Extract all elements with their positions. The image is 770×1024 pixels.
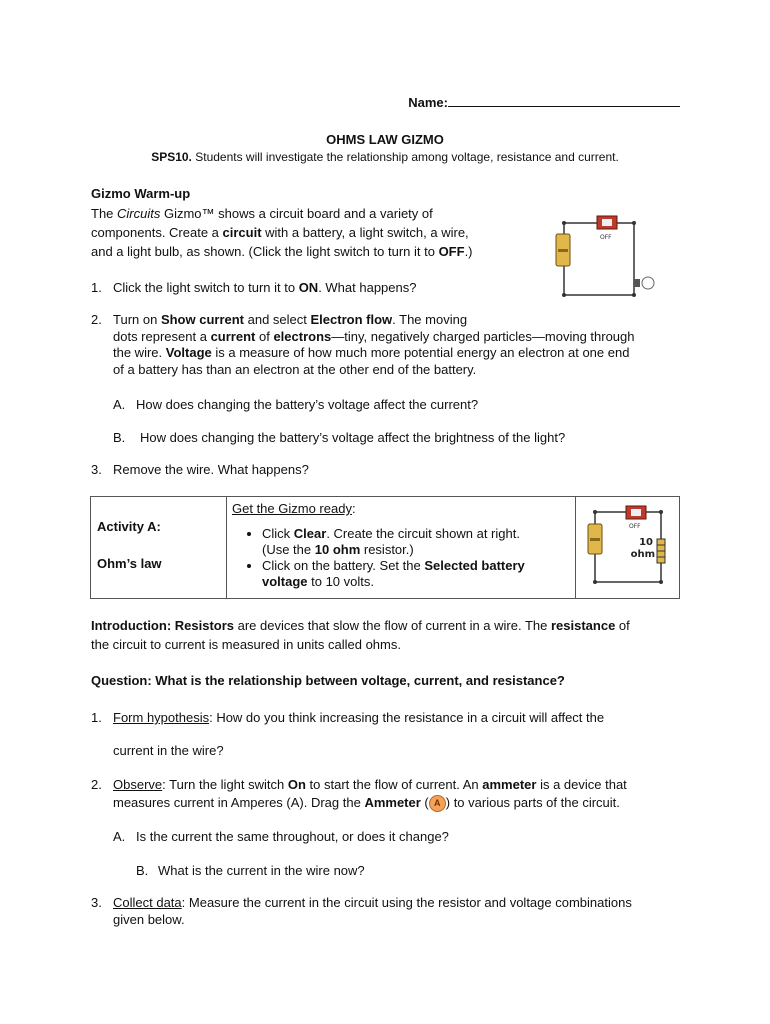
wire-loop [564,223,634,295]
t: components. Create a [91,225,223,240]
t-bold: Voltage [165,345,212,360]
t: Click the light switch to turn it to [113,280,299,295]
t-bold: ON [298,280,319,295]
t: measures current in Amperes (A). Drag the [113,795,365,810]
node [562,293,566,297]
battery-band [590,538,600,541]
t: is a measure of how much more potential energy an electron at one end [211,345,630,360]
t-underline: Get the Gizmo ready [232,501,352,516]
t: —tiny, negatively charged particles—moving through [331,328,635,344]
step-2b [136,862,365,879]
t-bold: Selected battery [424,558,525,573]
resistor-value-label: 10 [639,537,653,548]
step3-line-1 [91,894,711,911]
node [632,221,636,225]
t: : How do you think increasing the resistance in a circuit will affect the [209,710,605,725]
node [593,580,597,584]
q2-line-3 [91,345,691,362]
intro-line-2 [91,223,511,242]
t: of a battery has than an electron at the other end of the battery. [113,361,477,377]
q-num: B. [113,430,126,445]
t: ( [420,795,429,810]
node [659,510,663,514]
ready-heading [232,501,571,517]
t: Turn on [113,312,161,327]
q-num: 3. [91,895,102,910]
warmup-q3 [91,461,309,478]
t: with a battery, a light switch, a wire, [261,225,469,240]
ready-list [232,526,571,590]
name-blank-line [448,94,680,107]
standard-line [0,150,770,164]
page-title: OHMS LAW GIZMO [326,132,444,147]
list-item [262,558,571,590]
warmup-q1 [91,279,416,296]
t-bold: electrons [273,328,332,344]
t: Is the current the same throughout, or does it change? [136,829,449,844]
t-underline: Form hypothesis [113,710,210,725]
battery-band [558,249,568,252]
q-num: 1. [91,710,102,725]
t: Click on the battery. Set the [262,558,425,573]
node [593,510,597,514]
warmup-q2 [91,312,691,378]
step2-line-2 [91,794,711,812]
t-bold: circuit [222,225,262,240]
activity-sublabel: Ohm’s law [97,556,162,571]
switch-state-label: OFF [629,523,641,530]
step3-line-2 [91,911,711,928]
t: given below. [113,912,185,927]
step1-line-2 [91,742,711,759]
t-bold: OFF [438,244,465,259]
t-underline: Collect data [113,895,182,910]
t: of [615,618,630,633]
warmup-q2a [113,396,478,413]
t-underline: Observe [113,777,163,792]
switch-lever [631,509,641,516]
t: to start the flow of current. An [305,777,483,792]
t: of [255,328,274,344]
bulb-base [634,279,640,287]
intro-line-3 [91,242,511,261]
name-field [408,94,680,110]
q-num: A. [113,829,126,844]
t-bold: voltage [262,574,308,589]
q2-line-4 [91,362,691,379]
t: resistor.) [360,542,414,557]
resistor-unit-label: ohm [630,549,655,560]
activity-row [91,497,680,599]
t: to 10 volts. [307,574,374,589]
t: the circuit to current is measured in units called ohms. [91,637,401,652]
t-bold: resistance [550,618,616,633]
t: dots represent a [113,328,211,344]
activity-label: Activity A: [97,519,161,534]
step1-line-1 [91,709,711,726]
q-num: 2. [91,312,102,327]
t: are devices that slow the flow of current in a wire. The [234,618,551,633]
t-bold: Show current [160,312,245,327]
warmup-q2b [113,429,565,446]
node [632,293,636,297]
warmup-heading: Gizmo Warm-up [91,186,191,201]
step2-line-1 [91,776,711,794]
t: .) [464,244,473,259]
node [562,221,566,225]
t-bold: 10 ohm [314,542,361,557]
t: is a device that [536,777,627,792]
warmup-intro [91,204,511,261]
t: What is the current in the wire now? [158,863,365,878]
intro-line-1 [91,204,511,223]
activity-diagram-cell [576,497,680,599]
t: Click [262,526,294,541]
step-3 [91,894,711,928]
t: ) to various parts of the circuit. [445,795,620,810]
activity-table [90,496,680,599]
intro2-line-1 [91,616,691,635]
t: : Measure the current in the circuit using the resistor and voltage combinations [181,895,632,910]
list-item [262,526,571,558]
t: . Create the circuit shown at right. [326,526,520,541]
activity-instructions-cell [227,497,576,599]
q-num: B. [136,863,149,878]
activity-label-cell [91,497,227,599]
intro2-line-2 [91,635,691,654]
switch-state-label: OFF [600,234,612,241]
step-1 [91,709,711,759]
step-2a [113,828,449,845]
t: The [91,206,118,221]
t: . The moving [392,312,468,327]
t-bold: Introduction: Resistors [91,618,235,633]
main-question: Question: What is the relationship between voltage, current, and resistance? [91,673,565,688]
t: How does changing the battery’s voltage affect the brightness of the light? [140,430,566,445]
t-bold: ammeter [482,777,537,792]
t-bold: On [287,777,306,792]
t: Remove the wire. What happens? [113,462,309,477]
switch-lever [602,219,612,226]
q-num: A. [113,397,126,412]
t: and select [244,312,311,327]
name-label: Name: [408,95,448,110]
q2-line-2 [91,329,691,346]
t: the wire. [113,345,166,360]
q-num: 3. [91,462,102,477]
light-bulb-icon [642,277,654,289]
circuit-diagram-activity [576,497,676,594]
t-bold: Electron flow [310,312,393,327]
node [659,580,663,584]
t-italic: Circuits [117,206,161,221]
t-bold: current [210,328,256,344]
t: . What happens? [318,280,417,295]
t: Gizmo™ shows a circuit board and a variety of [160,206,433,221]
standard-text: Students will investigate the relationship among voltage, resistance and current. [191,150,619,164]
t: : Turn the light switch [162,777,288,792]
ammeter-icon: A [429,795,446,812]
circuit-diagram-warmup [548,212,660,302]
step-2 [91,776,711,812]
t: How does changing the battery’s voltage affect the current? [136,397,479,412]
q-num: 1. [91,280,102,295]
standard-code: SPS10. [151,150,192,164]
t-bold: Ammeter [364,795,421,810]
q2-line-1 [91,312,691,329]
t: current in the wire? [113,743,224,758]
t-bold: Clear [293,526,327,541]
t: and a light bulb, as shown. (Click the light switch to turn it to [91,244,439,259]
q-num: 2. [91,777,102,792]
t: : [351,501,356,516]
t: (Use the [262,542,315,557]
introduction-paragraph [91,616,691,654]
